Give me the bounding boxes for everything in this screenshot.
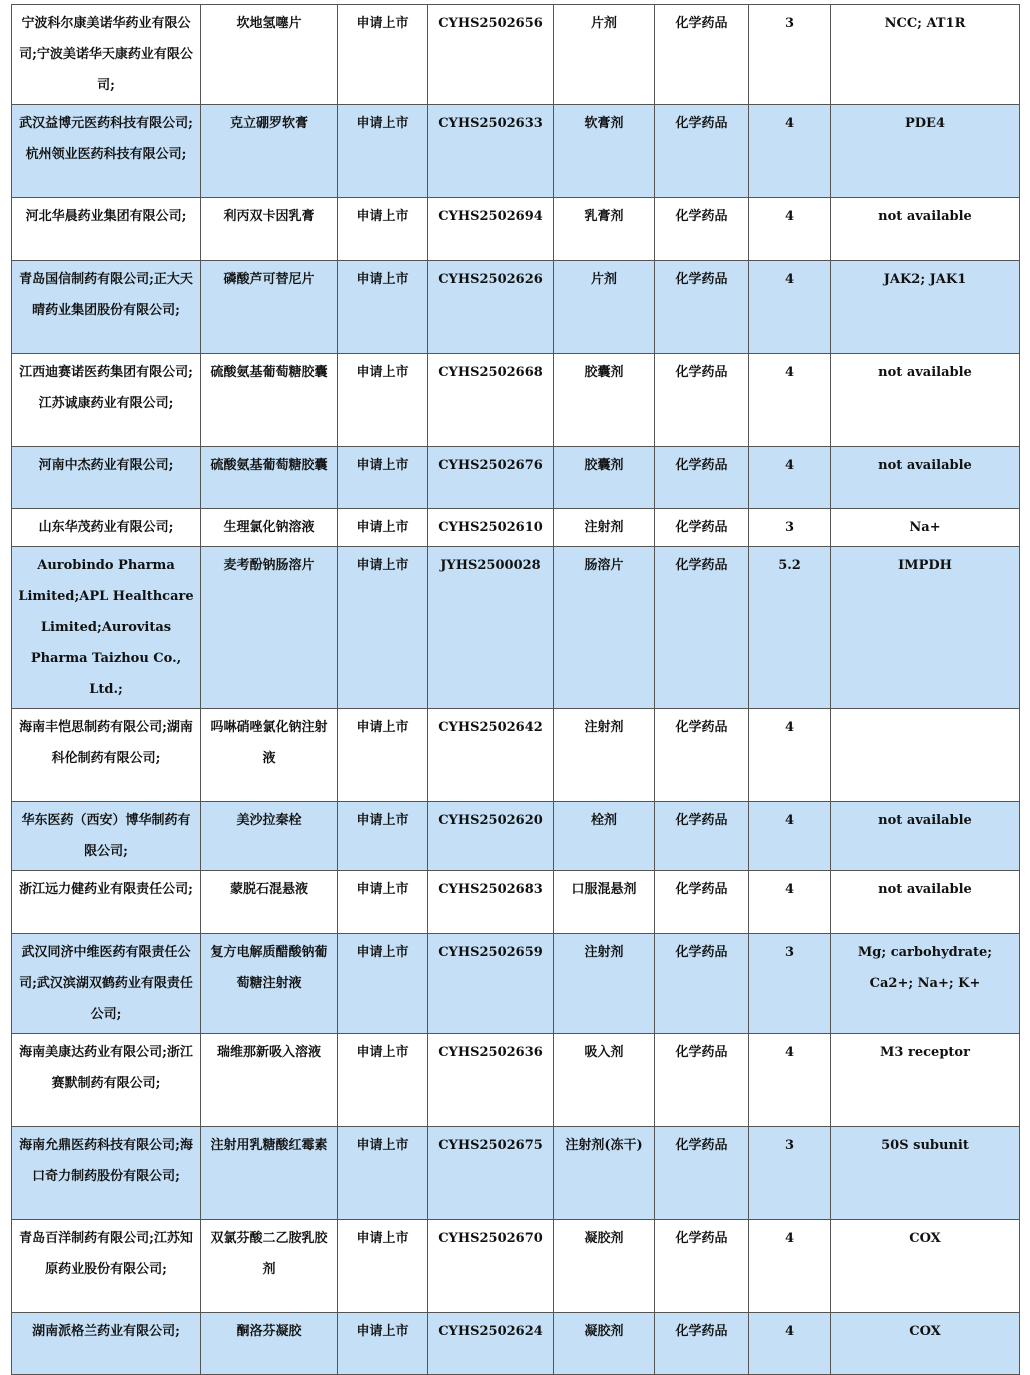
cell-class: 3	[749, 509, 831, 547]
cell-drug: 蒙脱石混悬液	[201, 871, 338, 934]
cell-form: 凝胶剂	[554, 1313, 655, 1375]
cell-company: 湖南派格兰药业有限公司;	[12, 1313, 201, 1375]
cell-class: 4	[749, 354, 831, 447]
table-row	[12, 1127, 1020, 1220]
cell-type: 申请上市	[338, 261, 428, 354]
cell-drug: 酮洛芬凝胶	[201, 1313, 338, 1375]
cell-company: 海南允鼎医药科技有限公司;海口奇力制药股份有限公司;	[12, 1127, 201, 1220]
cell-class: 4	[749, 871, 831, 934]
cell-target: 50S subunit	[831, 1127, 1020, 1220]
cell-code: CYHS2502683	[428, 871, 554, 934]
cell-company: 江西迪赛诺医药集团有限公司;江苏诚康药业有限公司;	[12, 354, 201, 447]
cell-form: 栓剂	[554, 802, 655, 871]
cell-target: COX	[831, 1220, 1020, 1313]
cell-drug: 注射用乳糖酸红霉素	[201, 1127, 338, 1220]
cell-target: IMPDH	[831, 547, 1020, 709]
cell-category: 化学药品	[655, 871, 749, 934]
cell-category: 化学药品	[655, 1127, 749, 1220]
table-row	[12, 354, 1020, 447]
cell-class: 4	[749, 1034, 831, 1127]
cell-form: 口服混悬剂	[554, 871, 655, 934]
cell-code: CYHS2502636	[428, 1034, 554, 1127]
table-row	[12, 871, 1020, 934]
cell-category: 化学药品	[655, 802, 749, 871]
cell-class: 3	[749, 1127, 831, 1220]
cell-code: CYHS2502642	[428, 709, 554, 802]
cell-type: 申请上市	[338, 105, 428, 198]
cell-target: JAK2; JAK1	[831, 261, 1020, 354]
table-row	[12, 802, 1020, 871]
cell-category: 化学药品	[655, 105, 749, 198]
cell-drug: 生理氯化钠溶液	[201, 509, 338, 547]
cell-company: 青岛国信制药有限公司;正大天晴药业集团股份有限公司;	[12, 261, 201, 354]
cell-company: 河南中杰药业有限公司;	[12, 447, 201, 509]
cell-form: 注射剂	[554, 709, 655, 802]
cell-category: 化学药品	[655, 1313, 749, 1375]
cell-class: 3	[749, 934, 831, 1034]
cell-type: 申请上市	[338, 198, 428, 261]
table-body	[12, 5, 1020, 1375]
cell-company: 山东华茂药业有限公司;	[12, 509, 201, 547]
cell-form: 肠溶片	[554, 547, 655, 709]
cell-company: 武汉益博元医药科技有限公司;杭州领业医药科技有限公司;	[12, 105, 201, 198]
cell-target: PDE4	[831, 105, 1020, 198]
cell-target: not available	[831, 198, 1020, 261]
cell-form: 注射剂	[554, 934, 655, 1034]
cell-category: 化学药品	[655, 447, 749, 509]
cell-drug: 利丙双卡因乳膏	[201, 198, 338, 261]
cell-target	[831, 709, 1020, 802]
cell-class: 4	[749, 198, 831, 261]
cell-code: CYHS2502659	[428, 934, 554, 1034]
cell-class: 4	[749, 1313, 831, 1375]
cell-category: 化学药品	[655, 1034, 749, 1127]
cell-type: 申请上市	[338, 5, 428, 105]
cell-form: 乳膏剂	[554, 198, 655, 261]
cell-category: 化学药品	[655, 1220, 749, 1313]
table-row	[12, 261, 1020, 354]
cell-code: CYHS2502675	[428, 1127, 554, 1220]
cell-target: not available	[831, 447, 1020, 509]
table-row	[12, 5, 1020, 105]
table-row	[12, 934, 1020, 1034]
cell-code: CYHS2502610	[428, 509, 554, 547]
cell-type: 申请上市	[338, 871, 428, 934]
cell-target: Na+	[831, 509, 1020, 547]
cell-class: 4	[749, 261, 831, 354]
cell-class: 4	[749, 802, 831, 871]
cell-type: 申请上市	[338, 1127, 428, 1220]
cell-target: NCC; AT1R	[831, 5, 1020, 105]
cell-type: 申请上市	[338, 1313, 428, 1375]
cell-form: 凝胶剂	[554, 1220, 655, 1313]
cell-code: CYHS2502626	[428, 261, 554, 354]
cell-target: not available	[831, 354, 1020, 447]
cell-form: 注射剂(冻干)	[554, 1127, 655, 1220]
cell-code: CYHS2502620	[428, 802, 554, 871]
cell-category: 化学药品	[655, 709, 749, 802]
cell-drug: 麦考酚钠肠溶片	[201, 547, 338, 709]
cell-company: 海南丰恺思制药有限公司;湖南科伦制药有限公司;	[12, 709, 201, 802]
drug-application-table	[11, 4, 1020, 1375]
cell-company: 河北华晨药业集团有限公司;	[12, 198, 201, 261]
cell-drug: 克立硼罗软膏	[201, 105, 338, 198]
cell-form: 片剂	[554, 261, 655, 354]
cell-target: Mg; carbohydrate; Ca2+; Na+; K+	[831, 934, 1020, 1034]
cell-category: 化学药品	[655, 354, 749, 447]
cell-class: 4	[749, 105, 831, 198]
cell-form: 片剂	[554, 5, 655, 105]
cell-code: CYHS2502676	[428, 447, 554, 509]
cell-drug: 坎地氢噻片	[201, 5, 338, 105]
cell-type: 申请上市	[338, 354, 428, 447]
cell-form: 软膏剂	[554, 105, 655, 198]
cell-type: 申请上市	[338, 547, 428, 709]
cell-drug: 美沙拉秦栓	[201, 802, 338, 871]
cell-type: 申请上市	[338, 509, 428, 547]
cell-category: 化学药品	[655, 934, 749, 1034]
table-row	[12, 1220, 1020, 1313]
cell-code: CYHS2502668	[428, 354, 554, 447]
cell-category: 化学药品	[655, 198, 749, 261]
table-row	[12, 1313, 1020, 1375]
cell-company: 华东医药（西安）博华制药有限公司;	[12, 802, 201, 871]
cell-type: 申请上市	[338, 447, 428, 509]
cell-target: not available	[831, 802, 1020, 871]
cell-category: 化学药品	[655, 547, 749, 709]
cell-company: 浙江远力健药业有限责任公司;	[12, 871, 201, 934]
table-row	[12, 547, 1020, 709]
cell-target: COX	[831, 1313, 1020, 1375]
cell-drug: 吗啉硝唑氯化钠注射液	[201, 709, 338, 802]
cell-company: 青岛百洋制药有限公司;江苏知原药业股份有限公司;	[12, 1220, 201, 1313]
cell-type: 申请上市	[338, 1034, 428, 1127]
cell-drug: 硫酸氨基葡萄糖胶囊	[201, 447, 338, 509]
cell-company: 武汉同济中维医药有限责任公司;武汉滨湖双鹤药业有限责任公司;	[12, 934, 201, 1034]
cell-code: CYHS2502624	[428, 1313, 554, 1375]
cell-type: 申请上市	[338, 934, 428, 1034]
cell-category: 化学药品	[655, 261, 749, 354]
cell-code: JYHS2500028	[428, 547, 554, 709]
cell-company: 宁波科尔康美诺华药业有限公司;宁波美诺华天康药业有限公司;	[12, 5, 201, 105]
table-row	[12, 105, 1020, 198]
cell-type: 申请上市	[338, 709, 428, 802]
cell-class: 4	[749, 447, 831, 509]
cell-code: CYHS2502694	[428, 198, 554, 261]
cell-form: 胶囊剂	[554, 447, 655, 509]
cell-class: 4	[749, 709, 831, 802]
cell-type: 申请上市	[338, 802, 428, 871]
cell-form: 吸入剂	[554, 1034, 655, 1127]
cell-target: not available	[831, 871, 1020, 934]
cell-category: 化学药品	[655, 5, 749, 105]
cell-form: 注射剂	[554, 509, 655, 547]
table-row	[12, 709, 1020, 802]
cell-code: CYHS2502656	[428, 5, 554, 105]
cell-drug: 磷酸芦可替尼片	[201, 261, 338, 354]
cell-class: 3	[749, 5, 831, 105]
table-row	[12, 1034, 1020, 1127]
cell-code: CYHS2502670	[428, 1220, 554, 1313]
cell-target: M3 receptor	[831, 1034, 1020, 1127]
cell-form: 胶囊剂	[554, 354, 655, 447]
cell-drug: 复方电解质醋酸钠葡萄糖注射液	[201, 934, 338, 1034]
cell-drug: 硫酸氨基葡萄糖胶囊	[201, 354, 338, 447]
cell-code: CYHS2502633	[428, 105, 554, 198]
table-row	[12, 447, 1020, 509]
cell-company: 海南美康达药业有限公司;浙江赛默制药有限公司;	[12, 1034, 201, 1127]
cell-category: 化学药品	[655, 509, 749, 547]
cell-drug: 双氯芬酸二乙胺乳胶剂	[201, 1220, 338, 1313]
cell-drug: 瑞维那新吸入溶液	[201, 1034, 338, 1127]
table-row	[12, 198, 1020, 261]
cell-company: Aurobindo Pharma Limited;APL Healthcare Limited;Aurovitas Pharma Taizhou Co., Ltd.;	[12, 547, 201, 709]
cell-class: 5.2	[749, 547, 831, 709]
cell-type: 申请上市	[338, 1220, 428, 1313]
table-row	[12, 509, 1020, 547]
cell-class: 4	[749, 1220, 831, 1313]
